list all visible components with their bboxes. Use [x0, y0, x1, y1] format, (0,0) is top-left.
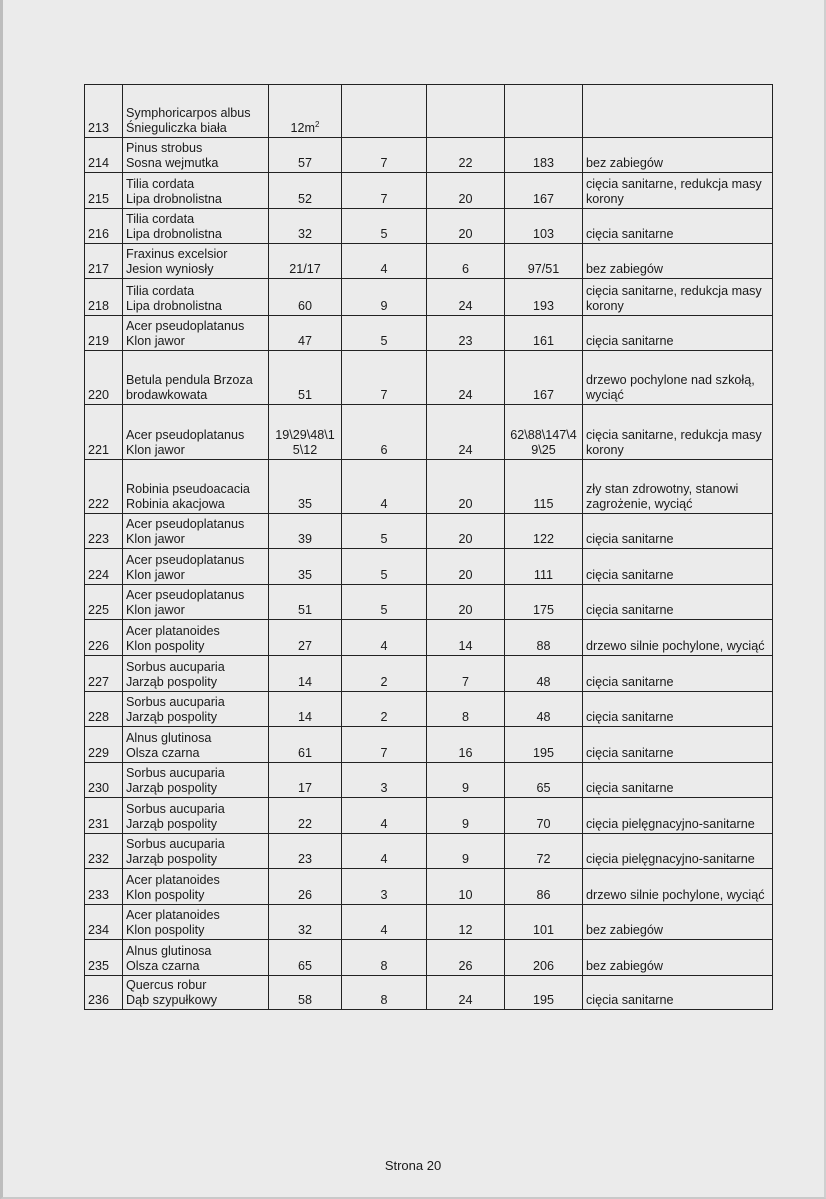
trunk-circumference: 51 — [269, 351, 342, 405]
circumference-value: 195 — [505, 727, 583, 763]
table-row — [85, 656, 773, 692]
treatment-notes: cięcia sanitarne — [583, 656, 773, 692]
height-value: 4 — [342, 798, 427, 834]
circumference-value: 62\88\147\49\25 — [505, 405, 583, 460]
circumference-value: 101 — [505, 905, 583, 940]
table-row — [85, 138, 773, 173]
crown-diameter: 9 — [427, 763, 505, 798]
circumference-value: 97/51 — [505, 244, 583, 279]
species-name: Acer pseudoplatanus Klon jawor — [123, 405, 269, 460]
row-number: 220 — [85, 351, 123, 405]
treatment-notes: cięcia sanitarne — [583, 514, 773, 549]
crown-diameter: 24 — [427, 351, 505, 405]
height-value: 4 — [342, 244, 427, 279]
row-number: 224 — [85, 549, 123, 585]
crown-diameter: 20 — [427, 585, 505, 620]
height-value: 7 — [342, 351, 427, 405]
crown-diameter: 14 — [427, 620, 505, 656]
circumference-value: 183 — [505, 138, 583, 173]
species-name: Sorbus aucuparia Jarząb pospolity — [123, 763, 269, 798]
table-row — [85, 173, 773, 209]
table-body — [85, 85, 773, 1010]
treatment-notes: bez zabiegów — [583, 138, 773, 173]
trunk-circumference: 47 — [269, 316, 342, 351]
treatment-notes: bez zabiegów — [583, 244, 773, 279]
circumference-value: 65 — [505, 763, 583, 798]
height-value: 4 — [342, 620, 427, 656]
trunk-circumference: 19\29\48\15\12 — [269, 405, 342, 460]
row-number: 217 — [85, 244, 123, 279]
circumference-value: 161 — [505, 316, 583, 351]
circumference-value: 86 — [505, 869, 583, 905]
circumference-value: 111 — [505, 549, 583, 585]
species-name: Acer platanoides Klon pospolity — [123, 905, 269, 940]
trunk-circumference: 14 — [269, 656, 342, 692]
trunk-circumference: 22 — [269, 798, 342, 834]
circumference-value: 115 — [505, 460, 583, 514]
circumference-value: 48 — [505, 692, 583, 727]
species-name: Sorbus aucuparia Jarząb pospolity — [123, 798, 269, 834]
table-row — [85, 940, 773, 976]
crown-diameter: 24 — [427, 976, 505, 1010]
height-value: 3 — [342, 869, 427, 905]
table-row — [85, 834, 773, 869]
table-row — [85, 620, 773, 656]
crown-diameter: 7 — [427, 656, 505, 692]
row-number: 219 — [85, 316, 123, 351]
height-value: 4 — [342, 460, 427, 514]
crown-diameter: 20 — [427, 460, 505, 514]
table-row — [85, 244, 773, 279]
circumference-value: 167 — [505, 351, 583, 405]
crown-diameter: 20 — [427, 209, 505, 244]
trunk-circumference: 35 — [269, 549, 342, 585]
treatment-notes: cięcia sanitarne — [583, 763, 773, 798]
trunk-circumference: 21/17 — [269, 244, 342, 279]
crown-diameter — [427, 85, 505, 138]
species-name: Acer pseudoplatanus Klon jawor — [123, 316, 269, 351]
crown-diameter: 24 — [427, 279, 505, 316]
page-number: Strona 20 — [384, 1158, 442, 1173]
table-row — [85, 727, 773, 763]
species-name: Acer platanoides Klon pospolity — [123, 620, 269, 656]
treatment-notes: bez zabiegów — [583, 905, 773, 940]
row-number: 213 — [85, 85, 123, 138]
crown-diameter: 20 — [427, 549, 505, 585]
row-number: 222 — [85, 460, 123, 514]
crown-diameter: 22 — [427, 138, 505, 173]
table-row — [85, 351, 773, 405]
crown-diameter: 16 — [427, 727, 505, 763]
crown-diameter: 23 — [427, 316, 505, 351]
row-number: 228 — [85, 692, 123, 727]
species-name: Acer pseudoplatanus Klon jawor — [123, 585, 269, 620]
species-name: Pinus strobus Sosna wejmutka — [123, 138, 269, 173]
trunk-circumference: 32 — [269, 209, 342, 244]
treatment-notes: drzewo pochylone nad szkołą, wyciąć — [583, 351, 773, 405]
crown-diameter: 26 — [427, 940, 505, 976]
species-name: Fraxinus excelsior Jesion wyniosły — [123, 244, 269, 279]
treatment-notes: drzewo silnie pochylone, wyciąć — [583, 620, 773, 656]
trunk-circumference: 23 — [269, 834, 342, 869]
table-row — [85, 585, 773, 620]
trunk-circumference: 57 — [269, 138, 342, 173]
crown-diameter: 12 — [427, 905, 505, 940]
circumference-value: 103 — [505, 209, 583, 244]
row-number: 215 — [85, 173, 123, 209]
height-value: 2 — [342, 656, 427, 692]
table-row — [85, 905, 773, 940]
species-name: Acer pseudoplatanus Klon jawor — [123, 549, 269, 585]
species-name: Symphoricarpos albus Śnieguliczka biała — [123, 85, 269, 138]
trunk-circumference — [269, 85, 342, 138]
treatment-notes: cięcia sanitarne — [583, 976, 773, 1010]
height-value: 8 — [342, 976, 427, 1010]
row-number: 231 — [85, 798, 123, 834]
treatment-notes: cięcia sanitarne, redukcja masy korony — [583, 173, 773, 209]
row-number: 227 — [85, 656, 123, 692]
circumference-value: 175 — [505, 585, 583, 620]
circumference-value: 193 — [505, 279, 583, 316]
species-name: Alnus glutinosa Olsza czarna — [123, 940, 269, 976]
circumference-value: 206 — [505, 940, 583, 976]
circumference-value: 167 — [505, 173, 583, 209]
crown-diameter: 20 — [427, 173, 505, 209]
row-number: 229 — [85, 727, 123, 763]
height-value — [342, 85, 427, 138]
height-value: 5 — [342, 549, 427, 585]
species-name: Tilia cordata Lipa drobnolistna — [123, 279, 269, 316]
row-number: 230 — [85, 763, 123, 798]
height-value: 5 — [342, 209, 427, 244]
treatment-notes: cięcia sanitarne — [583, 316, 773, 351]
circumference-value: 72 — [505, 834, 583, 869]
species-name: Acer pseudoplatanus Klon jawor — [123, 514, 269, 549]
table-row — [85, 976, 773, 1010]
table-row — [85, 514, 773, 549]
trunk-circumference: 52 — [269, 173, 342, 209]
circumference-value: 70 — [505, 798, 583, 834]
circumference-value: 88 — [505, 620, 583, 656]
crown-diameter: 9 — [427, 798, 505, 834]
trunk-circumference: 58 — [269, 976, 342, 1010]
height-value: 3 — [342, 763, 427, 798]
treatment-notes: cięcia pielęgnacyjno-sanitarne — [583, 798, 773, 834]
treatment-notes: cięcia sanitarne — [583, 585, 773, 620]
table-row — [85, 316, 773, 351]
row-number: 214 — [85, 138, 123, 173]
height-value: 5 — [342, 585, 427, 620]
row-number: 235 — [85, 940, 123, 976]
row-number: 226 — [85, 620, 123, 656]
species-name: Sorbus aucuparia Jarząb pospolity — [123, 656, 269, 692]
height-value: 7 — [342, 138, 427, 173]
trunk-circumference: 51 — [269, 585, 342, 620]
trunk-circumference: 17 — [269, 763, 342, 798]
row-number: 218 — [85, 279, 123, 316]
species-name: Robinia pseudoacacia Robinia akacjowa — [123, 460, 269, 514]
table-row — [85, 869, 773, 905]
height-value: 4 — [342, 905, 427, 940]
crown-diameter: 20 — [427, 514, 505, 549]
table-row — [85, 460, 773, 514]
trunk-circumference: 14 — [269, 692, 342, 727]
height-value: 7 — [342, 727, 427, 763]
circumference-text: 12m — [290, 121, 316, 135]
height-value: 4 — [342, 834, 427, 869]
tree-inventory-table — [84, 84, 773, 1010]
species-name: Sorbus aucuparia Jarząb pospolity — [123, 834, 269, 869]
row-number: 216 — [85, 209, 123, 244]
height-value: 6 — [342, 405, 427, 460]
table-row — [85, 279, 773, 316]
table-row — [85, 692, 773, 727]
row-number: 236 — [85, 976, 123, 1010]
row-number: 223 — [85, 514, 123, 549]
row-number: 233 — [85, 869, 123, 905]
treatment-notes — [583, 85, 773, 138]
row-number: 234 — [85, 905, 123, 940]
species-name: Tilia cordata Lipa drobnolistna — [123, 209, 269, 244]
height-value: 8 — [342, 940, 427, 976]
crown-diameter: 6 — [427, 244, 505, 279]
unit-exponent: 2 — [315, 120, 320, 129]
treatment-notes: cięcia sanitarne — [583, 209, 773, 244]
treatment-notes: drzewo silnie pochylone, wyciąć — [583, 869, 773, 905]
species-name: Betula pendula Brzoza brodawkowata — [123, 351, 269, 405]
height-value: 7 — [342, 173, 427, 209]
treatment-notes: cięcia pielęgnacyjno-sanitarne — [583, 834, 773, 869]
trunk-circumference: 61 — [269, 727, 342, 763]
trunk-circumference: 26 — [269, 869, 342, 905]
treatment-notes: cięcia sanitarne, redukcja masy korony — [583, 279, 773, 316]
crown-diameter: 9 — [427, 834, 505, 869]
crown-diameter: 10 — [427, 869, 505, 905]
treatment-notes: cięcia sanitarne — [583, 549, 773, 585]
row-number: 232 — [85, 834, 123, 869]
species-name: Tilia cordata Lipa drobnolistna — [123, 173, 269, 209]
height-value: 2 — [342, 692, 427, 727]
trunk-circumference: 32 — [269, 905, 342, 940]
circumference-value: 195 — [505, 976, 583, 1010]
treatment-notes: cięcia sanitarne — [583, 692, 773, 727]
trunk-circumference: 35 — [269, 460, 342, 514]
circumference-value: 122 — [505, 514, 583, 549]
height-value: 5 — [342, 514, 427, 549]
treatment-notes: zły stan zdrowotny, stanowi zagrożenie, wyciąć — [583, 460, 773, 514]
species-name: Alnus glutinosa Olsza czarna — [123, 727, 269, 763]
crown-diameter: 24 — [427, 405, 505, 460]
circumference-value: 48 — [505, 656, 583, 692]
species-name: Quercus robur Dąb szypułkowy — [123, 976, 269, 1010]
table-row — [85, 85, 773, 138]
table-row — [85, 798, 773, 834]
crown-diameter: 8 — [427, 692, 505, 727]
species-name: Acer platanoides Klon pospolity — [123, 869, 269, 905]
trunk-circumference: 65 — [269, 940, 342, 976]
height-value: 5 — [342, 316, 427, 351]
treatment-notes: bez zabiegów — [583, 940, 773, 976]
trunk-circumference: 60 — [269, 279, 342, 316]
row-number: 221 — [85, 405, 123, 460]
table-row — [85, 549, 773, 585]
treatment-notes: cięcia sanitarne, redukcja masy korony — [583, 405, 773, 460]
table-row — [85, 209, 773, 244]
table-row — [85, 763, 773, 798]
height-value: 9 — [342, 279, 427, 316]
circumference-value — [505, 85, 583, 138]
treatment-notes: cięcia sanitarne — [583, 727, 773, 763]
trunk-circumference: 27 — [269, 620, 342, 656]
species-name: Sorbus aucuparia Jarząb pospolity — [123, 692, 269, 727]
trunk-circumference: 39 — [269, 514, 342, 549]
table-row — [85, 405, 773, 460]
row-number: 225 — [85, 585, 123, 620]
